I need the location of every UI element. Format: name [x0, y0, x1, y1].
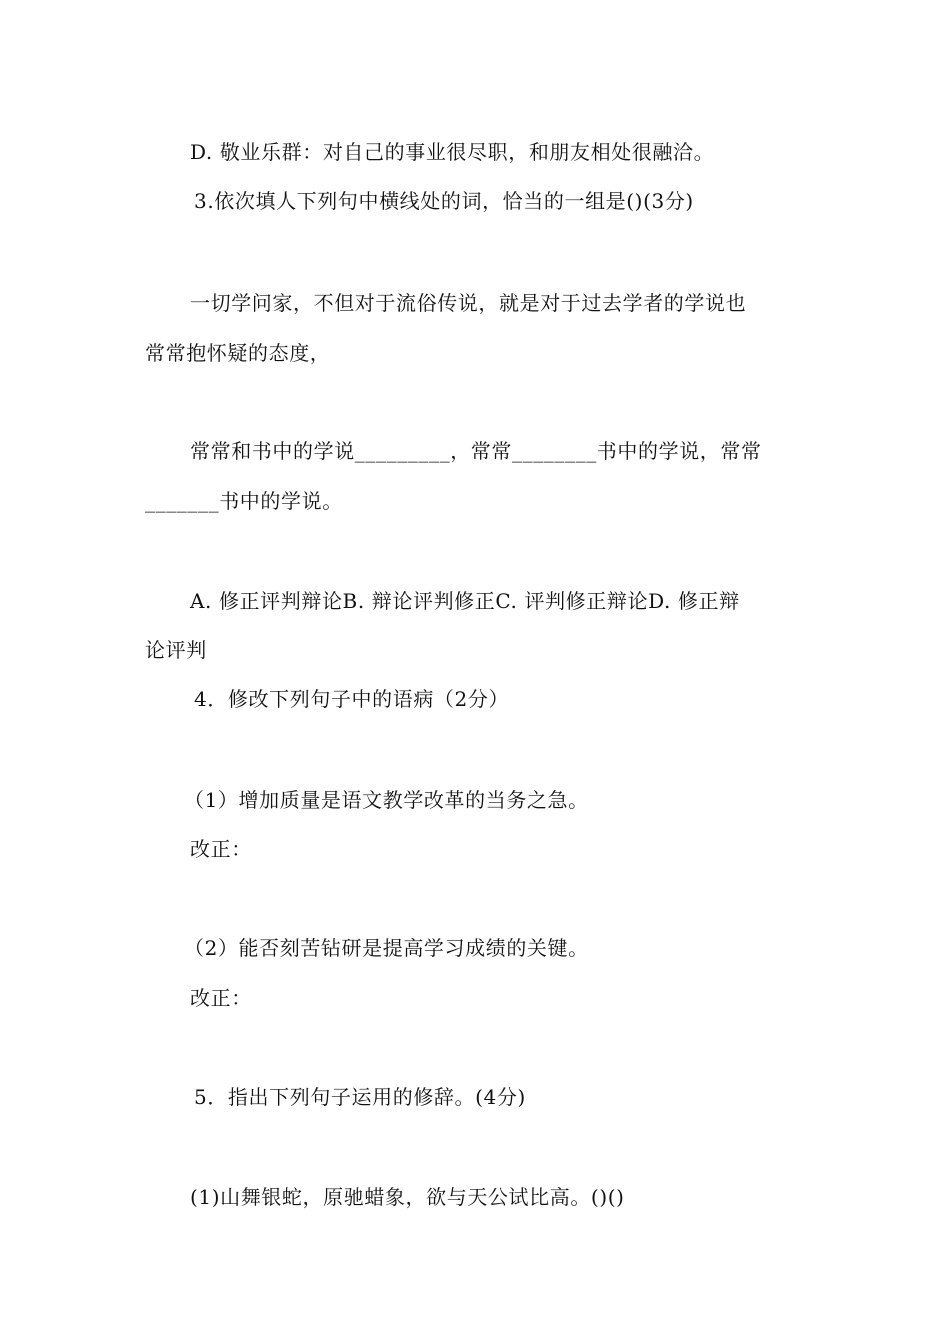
question-5-item-1: (1)山舞银蛇，原驰蜡象，欲与天公试比高。()(): [190, 1185, 625, 1209]
correction-label-1: 改正：: [190, 837, 252, 861]
question-4-item-2: （2）能否刻苦钻研是提高学习成绩的关键。: [184, 936, 589, 960]
correction-label-2: 改正：: [190, 986, 252, 1010]
answer-options-line-1: A. 修正评判辩论B. 辩论评判修正C. 评判修正辩论D. 修正辩: [190, 589, 740, 613]
option-d-line: D. 敬业乐群：对自己的事业很尽职，和朋友相处很融洽。: [190, 140, 715, 164]
passage-line-2: 常常抱怀疑的态度，: [145, 341, 331, 365]
blank-sentence-line-2: _______书中的学说。: [145, 489, 343, 513]
answer-options-line-2: 论评判: [145, 638, 207, 662]
blank-sentence-line-1: 常常和书中的学说_________，常常________书中的学说，常常: [190, 439, 762, 463]
question-4-item-1: （1）增加质量是语文教学改革的当务之急。: [184, 788, 589, 812]
question-3-title: 3.依次填人下列句中横线处的词，恰当的一组是()(3分): [194, 189, 694, 213]
question-5-title: 5．指出下列句子运用的修辞。(4分): [194, 1085, 526, 1109]
question-4-title: 4．修改下列句子中的语病（2分）: [194, 687, 510, 711]
passage-line-1: 一切学问家，不但对于流俗传说，就是对于过去学者的学说也: [190, 291, 747, 315]
